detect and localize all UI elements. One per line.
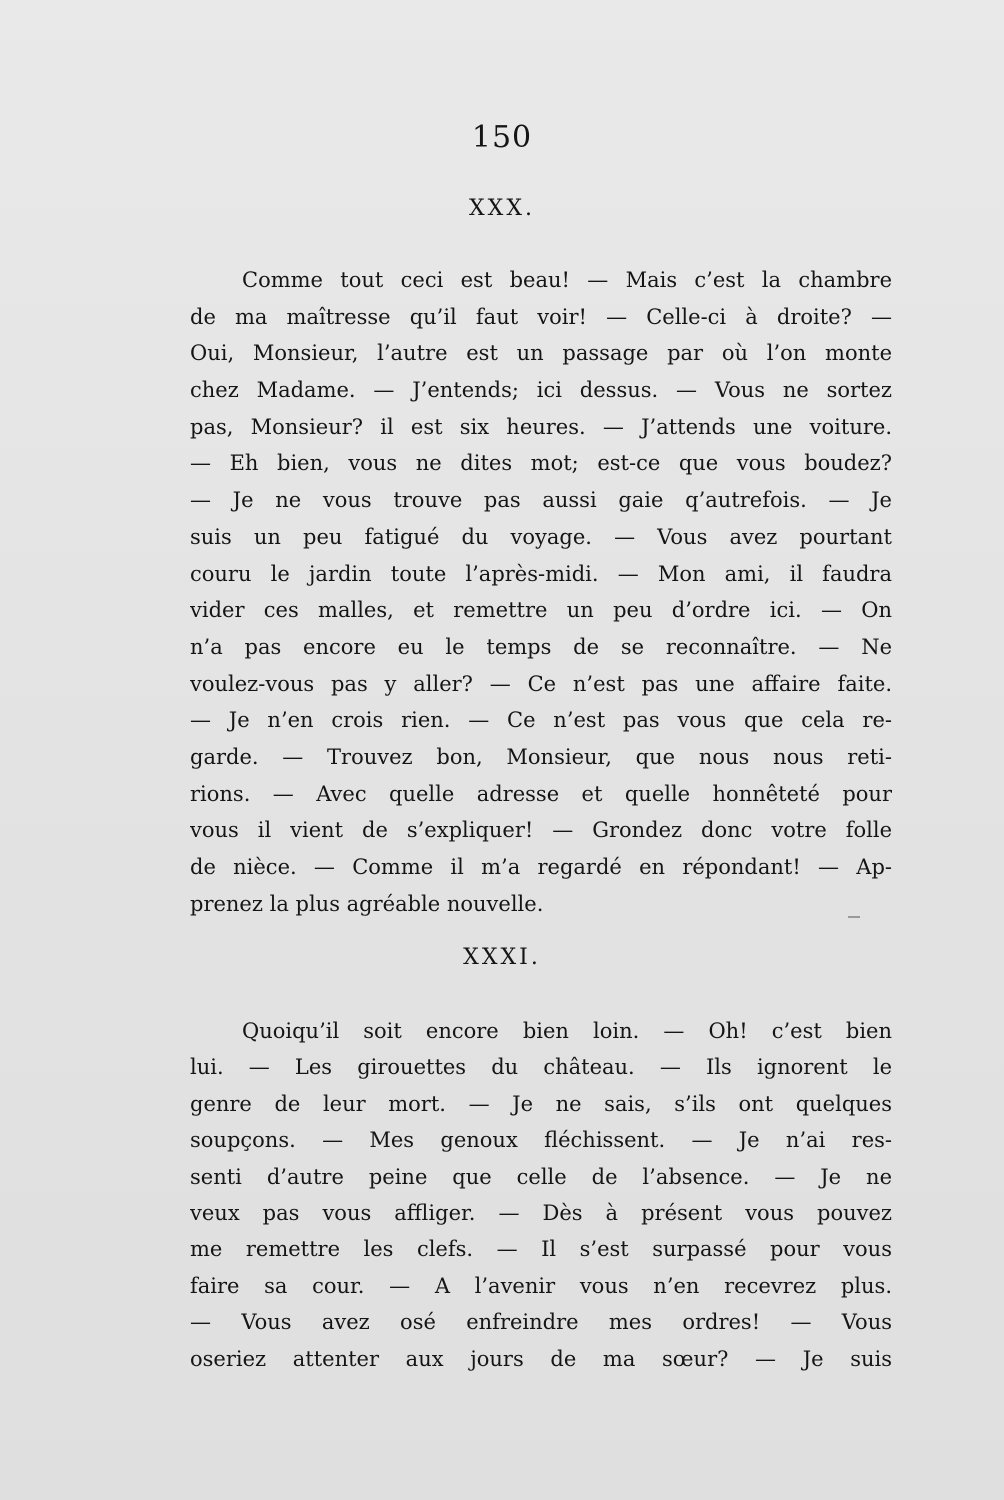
text-line: voulez-vous pas y aller? — Ce n’est pas une affaire faite. [190, 671, 892, 696]
text-line: de ma maîtresse qu’il faut voir! — Celle-ci à droite? — [190, 304, 892, 329]
text-line: vider ces malles, et remettre un peu d’ordre ici. — On [190, 598, 892, 623]
text-line: pas, Monsieur? il est six heures. — J’attends une voiture. [190, 414, 892, 439]
text-line: — Je ne vous trouve pas aussi gaie q’autrefois. — Je [190, 488, 892, 513]
text-line: me remettre les clefs. — Il s’est surpassé pour vous [190, 1237, 892, 1262]
text-line: prenez la plus agréable nouvelle. [190, 891, 544, 916]
text-line: n’a pas encore eu le temps de se reconnaître. — Ne [190, 634, 892, 659]
text-line: — Je n’en crois rien. — Ce n’est pas vous que cela re- [190, 708, 892, 733]
page-number: 150 [471, 120, 533, 155]
text-line: senti d’autre peine que celle de l’absence. — Je ne [190, 1164, 892, 1189]
print-speck [848, 916, 860, 918]
text-line: vous il vient de s’expliquer! — Grondez donc votre folle [190, 818, 892, 843]
text-line: lui. — Les girouettes du château. — Ils ignorent le [190, 1055, 892, 1080]
section-heading-xxx: XXX. [469, 196, 535, 221]
text-line: — Vous avez osé enfreindre mes ordres! — Vous [190, 1310, 892, 1335]
text-line: faire sa cour. — A l’avenir vous n’en recevrez plus. [190, 1273, 892, 1298]
text-line: suis un peu fatigué du voyage. — Vous avez pourtant [190, 524, 892, 549]
text-line: de nièce. — Comme il m’a regardé en répondant! — Ap- [190, 855, 892, 879]
section-xxxi-text [190, 1013, 892, 1377]
text-line: — Eh bien, vous ne dites mot; est-ce que vous boudez? [190, 451, 892, 476]
text-line: rions. — Avec quelle adresse et quelle honnêteté pour [190, 781, 892, 806]
text-line: oseriez attenter aux jours de ma sœur? — Je suis [190, 1346, 892, 1371]
section-heading-xxxi: XXXI. [463, 945, 541, 970]
text-line: garde. — Trouvez bon, Monsieur, que nous nous reti- [190, 744, 892, 769]
text-line: veux pas vous affliger. — Dès à présent vous pouvez [190, 1200, 892, 1225]
text-line: couru le jardin toute l’après-midi. — Mon ami, il faudra [190, 561, 892, 586]
section-xxx-text [190, 262, 892, 922]
text-line: soupçons. — Mes genoux fléchissent. — Je n’ai res- [190, 1128, 892, 1153]
text-line: Oui, Monsieur, l’autre est un passage par où l’on monte [190, 341, 892, 366]
text-line: Quoiqu’il soit encore bien loin. — Oh! c’est bien [242, 1019, 892, 1043]
text-line: Comme tout ceci est beau! — Mais c’est la chambre [242, 268, 892, 292]
text-line: genre de leur mort. — Je ne sais, s’ils ont quelques [190, 1091, 892, 1116]
text-line: chez Madame. — J’entends; ici dessus. — Vous ne sortez [190, 378, 892, 403]
